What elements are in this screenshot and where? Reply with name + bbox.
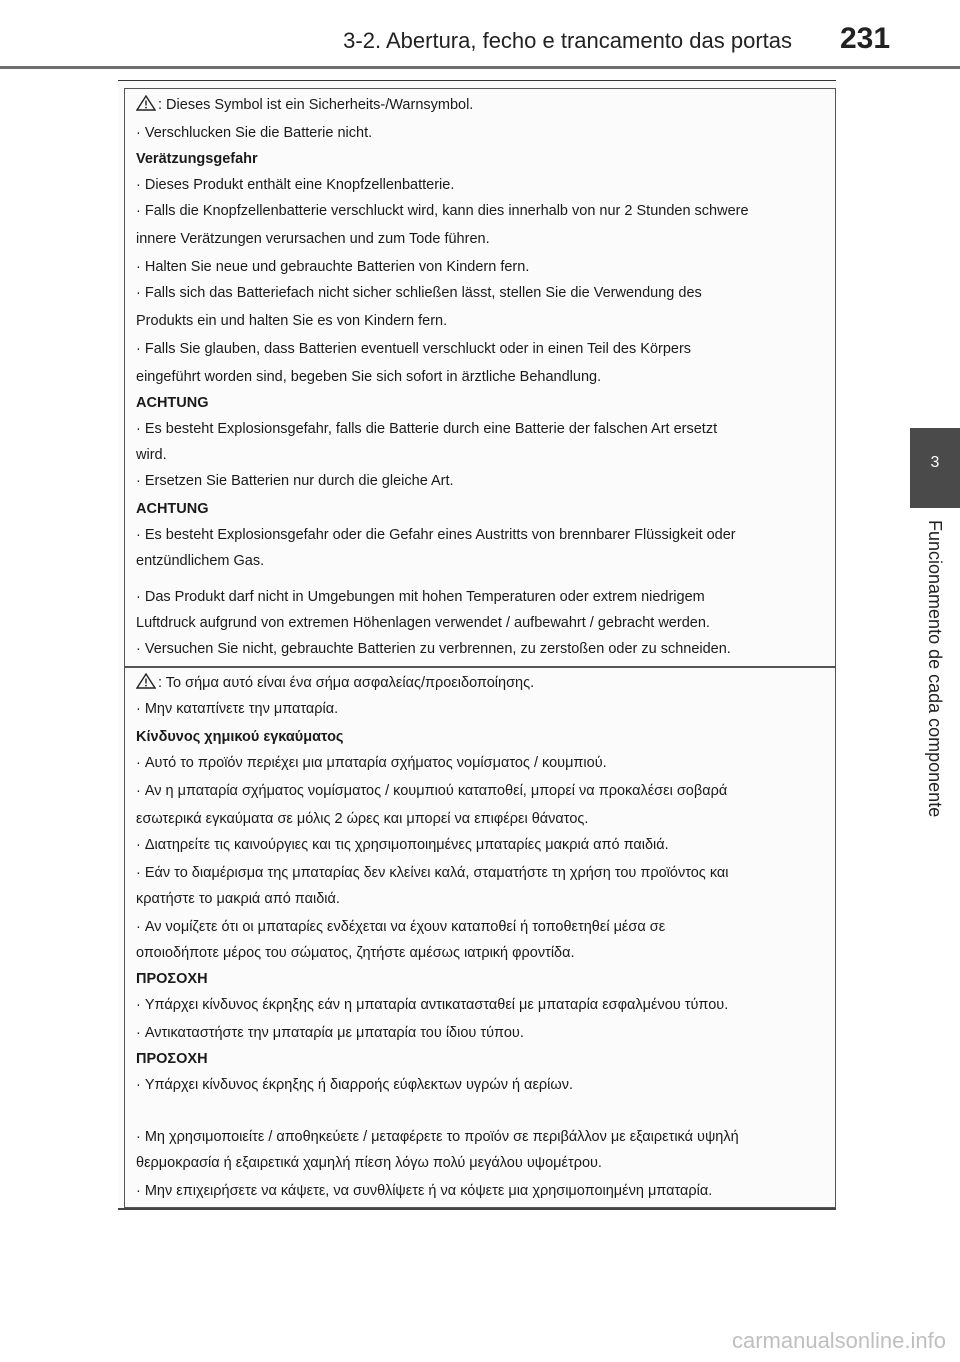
- list-item: · Versuchen Sie nicht, gebrauchte Batterien zu verbrennen, zu zerstoßen oder zu schneiden.: [136, 640, 826, 666]
- list-item: · Μην καταπίνετε την μπαταρία.: [136, 700, 826, 728]
- watermark: carmanualsonline.info: [731, 1328, 946, 1353]
- list-item-continuation: innere Verätzungen verursachen und zum Tode führen.: [136, 231, 490, 247]
- scan-bottom-rule: [118, 1208, 836, 1210]
- list-item: · Διατηρείτε τις καινούργιες και τις χρησιμοποιημένες μπαταρίες μακριά από παιδιά.: [136, 836, 826, 864]
- list-item-continuation: Luftdruck aufgrund von extremen Höhenlagen verwendet / aufbewahrt / gebracht werden.: [136, 615, 710, 631]
- page-number: 231: [840, 22, 891, 55]
- greek-warning-block: [136, 672, 826, 1208]
- list-item: · Verschlucken Sie die Batterie nicht.: [136, 124, 826, 150]
- german-warning-block: [136, 94, 826, 666]
- list-item: · Ersetzen Sie Batterien nur durch die gleiche Art.: [136, 472, 826, 500]
- list-item: · Υπάρχει κίνδυνος έκρηξης εάν η μπαταρία αντικατασταθεί με μπαταρία εσφαλμένου τύπου.: [136, 996, 826, 1024]
- chapter-number: 3: [930, 454, 940, 471]
- list-item: · Dieses Produkt enthält eine Knopfzellenbatterie.: [136, 176, 826, 202]
- heading: Verätzungsgefahr: [136, 151, 258, 167]
- list-item: · Αν νομίζετε ότι οι μπαταρίες ενδέχεται να έχουν καταποθεί ή τοποθετηθεί μέσα σε: [136, 918, 826, 944]
- list-item: · Υπάρχει κίνδυνος έκρηξης ή διαρροής εύφλεκτων υγρών ή αερίων.: [136, 1076, 826, 1128]
- heading: ΠΡΟΣΟΧΗ: [136, 1051, 208, 1067]
- list-item: · Falls sich das Batteriefach nicht sicher schließen lässt, stellen Sie die Verwendung des: [136, 284, 826, 312]
- header-rule: [0, 66, 960, 69]
- list-item-continuation: Produkts ein und halten Sie es von Kindern fern.: [136, 313, 448, 329]
- list-item: · Falls die Knopfzellenbatterie verschluckt wird, kann dies innerhalb von nur 2 Stunden schwere: [136, 202, 826, 230]
- list-item: · Αντικαταστήστε την μπαταρία με μπαταρία του ίδιου τύπου.: [136, 1024, 826, 1050]
- heading: ACHTUNG: [136, 395, 209, 411]
- list-item: · Αν η μπαταρία σχήματος νομίσματος / κουμπιού καταποθεί, μπορεί να προκαλέσει σοβαρά: [136, 782, 826, 810]
- list-item: · Halten Sie neue und gebrauchte Batterien von Kindern fern.: [136, 258, 826, 284]
- heading: ACHTUNG: [136, 501, 209, 517]
- list-item: · Falls Sie glauben, dass Batterien eventuell verschluckt oder in einen Teil des Körpers: [136, 340, 826, 368]
- list-item: · Μη χρησιμοποιείτε / αποθηκεύετε / μεταφέρετε το προϊόν σε περιβάλλον με εξαιρετικά υψηλή: [136, 1128, 826, 1154]
- list-item-continuation: entzündlichem Gas.: [136, 553, 265, 569]
- list-item-continuation: εσωτερικά εγκαύματα σε μόλις 2 ώρες και μπορεί να επιφέρει θάνατος.: [136, 811, 589, 827]
- warning-triangle-icon: [136, 673, 156, 689]
- list-item: · Μην επιχειρήσετε να κάψετε, να συνθλίψετε ή να κόψετε μια χρησιμοποιημένη μπαταρία.: [136, 1182, 826, 1208]
- list-item-continuation: θερμοκρασία ή εξαιρετικά χαμηλή πίεση λόγω πολύ μεγάλου υψομέτρου.: [136, 1155, 602, 1171]
- list-item: · Das Produkt darf nicht in Umgebungen mit hohen Temperaturen oder extrem niedrigem: [136, 588, 826, 614]
- scan-top-rule: [118, 80, 836, 81]
- list-item-continuation: eingeführt worden sind, begeben Sie sich sofort in ärztliche Behandlung.: [136, 369, 602, 385]
- heading: ΠΡΟΣΟΧΗ: [136, 971, 208, 987]
- symbol-line: : Dieses Symbol ist ein Sicherheits-/Warnsymbol.: [158, 97, 474, 113]
- chapter-tab: [910, 428, 960, 508]
- list-item: · Es besteht Explosionsgefahr oder die Gefahr eines Austritts von brennbarer Flüssigkeit oder: [136, 526, 826, 552]
- list-item-continuation: wird.: [136, 447, 167, 463]
- list-item-continuation: κρατήστε το μακριά από παιδιά.: [136, 891, 340, 907]
- list-item: · Αυτό το προϊόν περιέχει μια μπαταρία σχήματος νομίσματος / κουμπιού.: [136, 754, 826, 782]
- section-title: 3-2. Abertura, fecho e trancamento das portas: [343, 28, 792, 53]
- list-item: · Es besteht Explosionsgefahr, falls die Batterie durch eine Batterie der falschen Art ersetzt: [136, 420, 826, 446]
- symbol-line: : Το σήμα αυτό είναι ένα σήμα ασφαλείας/προειδοποίησης.: [158, 675, 535, 691]
- chapter-label: Funcionamento de cada componente: [925, 520, 945, 818]
- list-item-continuation: οποιοδήποτε μέρος του σώματος, ζητήστε αμέσως ιατρική φροντίδα.: [136, 945, 575, 961]
- list-item: · Εάν το διαμέρισμα της μπαταρίας δεν κλείνει καλά, σταματήστε τη χρήση του προϊόντος και: [136, 864, 826, 890]
- warning-triangle-icon: [136, 95, 156, 111]
- heading: Κίνδυνος χημικού εγκαύματος: [136, 729, 344, 745]
